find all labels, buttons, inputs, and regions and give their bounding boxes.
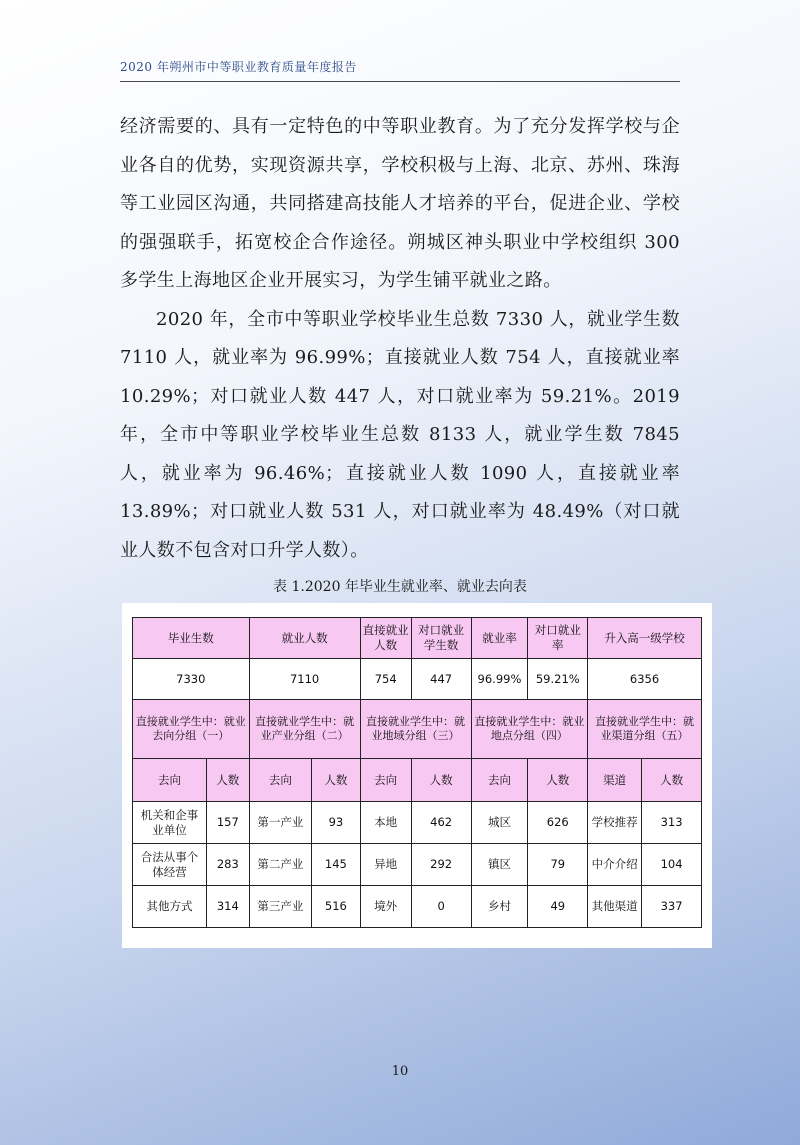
- table-cell: 516: [312, 886, 360, 928]
- table-cell: 626: [528, 802, 588, 844]
- table-cell: 第二产业: [249, 844, 312, 886]
- value-further-study: 6356: [588, 659, 702, 700]
- table-cell: 337: [642, 886, 702, 928]
- table-cell: 合法从事个体经营: [133, 844, 207, 886]
- table-cell: 79: [528, 844, 588, 886]
- head-graduates: 毕业生数: [133, 618, 250, 659]
- table-cell: 第三产业: [249, 886, 312, 928]
- paragraph-1: 经济需要的、具有一定特色的中等职业教育。为了充分发挥学校与企业各自的优势，实现资源共享，学校积极与上海、北京、苏州、珠海等工业园区沟通，共同搭建高技能人才培养的平台，促进企业、学校的强强联手，拓宽校企合作途径。朔城区神头职业中学校组织 300 多学生上海地区企业开展实习，为学生铺平就业之路。: [120, 116, 680, 291]
- table-cell: 境外: [360, 886, 411, 928]
- table-cell: 本地: [360, 802, 411, 844]
- table-row: [133, 886, 702, 928]
- subhead-cell: 人数: [528, 759, 588, 802]
- value-employed: 7110: [249, 659, 360, 700]
- table-cell: 机关和企事业单位: [133, 802, 207, 844]
- table-cell: 145: [312, 844, 360, 886]
- table-caption: 表 1.2020 年毕业生就业率、就业去向表: [273, 579, 527, 595]
- table-cell: 93: [312, 802, 360, 844]
- head-employed: 就业人数: [249, 618, 360, 659]
- table-row: [133, 802, 702, 844]
- group-channel: 直接就业学生中：就业渠道分组（五）: [588, 700, 702, 759]
- head-matched-rate: 对口就业率: [528, 618, 588, 659]
- table-cell: 学校推荐: [588, 802, 642, 844]
- head-direct-employed: 直接就业人数: [360, 618, 411, 659]
- table-cell: 城区: [471, 802, 528, 844]
- table-cell: 49: [528, 886, 588, 928]
- head-matched-employed: 对口就业学生数: [411, 618, 471, 659]
- subhead-cell: 人数: [312, 759, 360, 802]
- group-location: 直接就业学生中：就业地点分组（四）: [471, 700, 588, 759]
- table-cell: 157: [206, 802, 249, 844]
- table-cell: 中介介绍: [588, 844, 642, 886]
- employment-table: [132, 617, 702, 928]
- paragraph-2: 2020 年，全市中等职业学校毕业生总数 7330 人，就业学生数 7110 人，就业率为 96.99%；直接就业人数 754 人，直接就业率 10.29%；对口就业人数 447 人，对口就业率为 59.21%。2019 年，全市中等职业学校毕业生总数 8133 人，就业学生数 7845 人，就业率为 96.46%；直接就业人数 1090 人，直接就业率 13.89%；对口就业人数 531 人，对口就业率为 48.49%（对口就业人数不包含对口升学人数）。: [120, 308, 680, 561]
- value-graduates: 7330: [133, 659, 250, 700]
- table-cell: 462: [411, 802, 471, 844]
- table-cell: 314: [206, 886, 249, 928]
- table-cell: 0: [411, 886, 471, 928]
- value-direct-employed: 754: [360, 659, 411, 700]
- body-text: [120, 108, 680, 570]
- group-destination: 直接就业学生中：就业去向分组（一）: [133, 700, 250, 759]
- table-cell: 283: [206, 844, 249, 886]
- head-employment-rate: 就业率: [471, 618, 528, 659]
- group-region: 直接就业学生中：就业地域分组（三）: [360, 700, 471, 759]
- page-header: 2020 年朔州市中等职业教育质量年度报告: [120, 58, 680, 82]
- table-cell: 镇区: [471, 844, 528, 886]
- table-cell: 第一产业: [249, 802, 312, 844]
- table-cell: 313: [642, 802, 702, 844]
- table-cell: 其他渠道: [588, 886, 642, 928]
- subhead-cell: 人数: [206, 759, 249, 802]
- subhead-cell: 人数: [642, 759, 702, 802]
- table-row: [133, 844, 702, 886]
- subhead-cell: 人数: [411, 759, 471, 802]
- group-industry: 直接就业学生中：就业产业分组（二）: [249, 700, 360, 759]
- subhead-cell: 去向: [360, 759, 411, 802]
- subhead-cell: 渠道: [588, 759, 642, 802]
- table-cell: 292: [411, 844, 471, 886]
- table-cell: 其他方式: [133, 886, 207, 928]
- subhead-cell: 去向: [133, 759, 207, 802]
- value-matched-rate: 59.21%: [528, 659, 588, 700]
- table-cell: 异地: [360, 844, 411, 886]
- employment-table-image: [122, 603, 712, 948]
- table-cell: 乡村: [471, 886, 528, 928]
- head-further-study: 升入高一级学校: [588, 618, 702, 659]
- value-employment-rate: 96.99%: [471, 659, 528, 700]
- page-number: 10: [391, 1064, 409, 1079]
- table-cell: 104: [642, 844, 702, 886]
- subhead-cell: 去向: [471, 759, 528, 802]
- value-matched-employed: 447: [411, 659, 471, 700]
- subhead-cell: 去向: [249, 759, 312, 802]
